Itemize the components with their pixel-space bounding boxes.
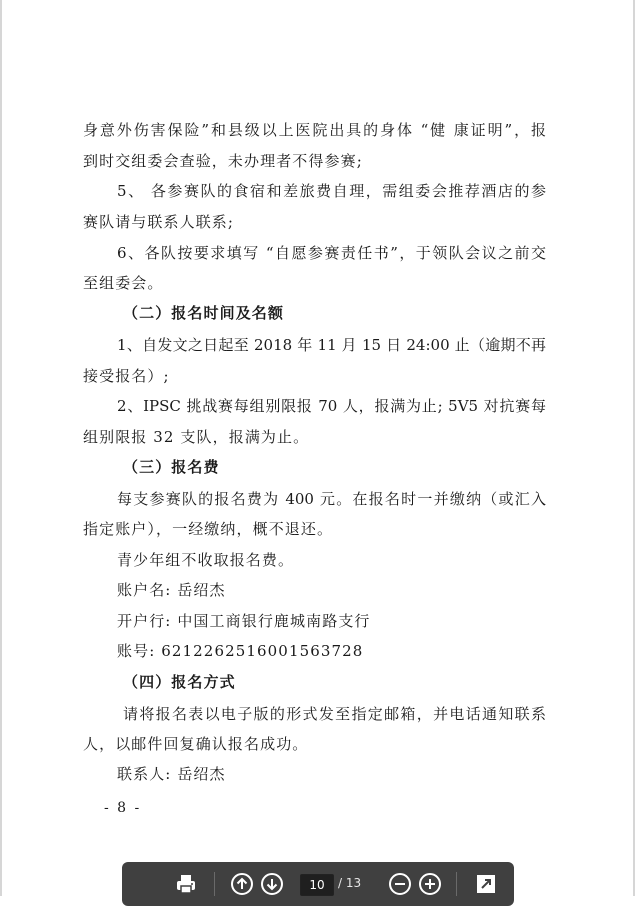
body-line: 接受报名）; bbox=[83, 367, 170, 385]
body-line: 6、各队按要求填写 “自愿参赛责任书”，于领队会议之前交 bbox=[117, 244, 546, 262]
toolbar-separator bbox=[214, 872, 215, 896]
body-line: 青少年组不收取报名费。 bbox=[117, 551, 295, 569]
fit-page-icon[interactable] bbox=[474, 872, 498, 896]
contact-line: 联系人: 岳绍杰 bbox=[117, 765, 226, 783]
body-line: 请将报名表以电子版的形式发至指定邮箱，并电话通知联系 bbox=[123, 705, 546, 723]
bank-line: 开户行: 中国工商银行鹿城南路支行 bbox=[117, 612, 371, 630]
page-total: / 13 bbox=[338, 876, 362, 890]
body-line: 2、IPSC 挑战赛每组别限报 70 人，报满为止; 5V5 对抗赛每 bbox=[117, 397, 546, 415]
body-line: 组别限报 32 支队，报满为止。 bbox=[83, 428, 310, 446]
body-line: 人，以邮件回复确认报名成功。 bbox=[83, 735, 309, 753]
pdf-toolbar bbox=[122, 862, 514, 906]
body-line: 身意外伤害保险”和县级以上医院出具的身体 “健 康证明”，报 bbox=[83, 121, 546, 139]
arrow-down-circle-icon[interactable] bbox=[260, 872, 284, 896]
section-heading: （四）报名方式 bbox=[123, 673, 236, 691]
account-name-line: 账户名: 岳绍杰 bbox=[117, 581, 226, 599]
page-number-input[interactable] bbox=[300, 874, 334, 896]
section-heading: （三）报名费 bbox=[123, 458, 220, 476]
account-number-line: 账号: 6212262516001563728 bbox=[117, 642, 364, 660]
body-line: 1、自发文之日起至 2018 年 11 月 15 日 24:00 止（逾期不再 bbox=[117, 336, 546, 354]
body-line: 赛队请与联系人联系; bbox=[83, 213, 235, 231]
print-icon[interactable] bbox=[174, 872, 198, 896]
body-line: 指定账户），一经缴纳，概不退还。 bbox=[83, 520, 334, 538]
page-number: - 8 - bbox=[104, 800, 142, 816]
toolbar-separator bbox=[456, 872, 457, 896]
minus-circle-icon[interactable] bbox=[388, 872, 412, 896]
plus-circle-icon[interactable] bbox=[418, 872, 442, 896]
body-line: 5、 各参赛队的食宿和差旅费自理，需组委会推荐酒店的参 bbox=[117, 182, 546, 200]
body-line: 每支参赛队的报名费为 400 元。在报名时一并缴纳（或汇入 bbox=[117, 490, 546, 508]
body-line: 至组委会。 bbox=[83, 274, 164, 292]
section-heading: （二）报名时间及名额 bbox=[123, 304, 285, 322]
body-line: 到时交组委会查验，未办理者不得参赛; bbox=[83, 152, 363, 170]
arrow-up-circle-icon[interactable] bbox=[230, 872, 254, 896]
